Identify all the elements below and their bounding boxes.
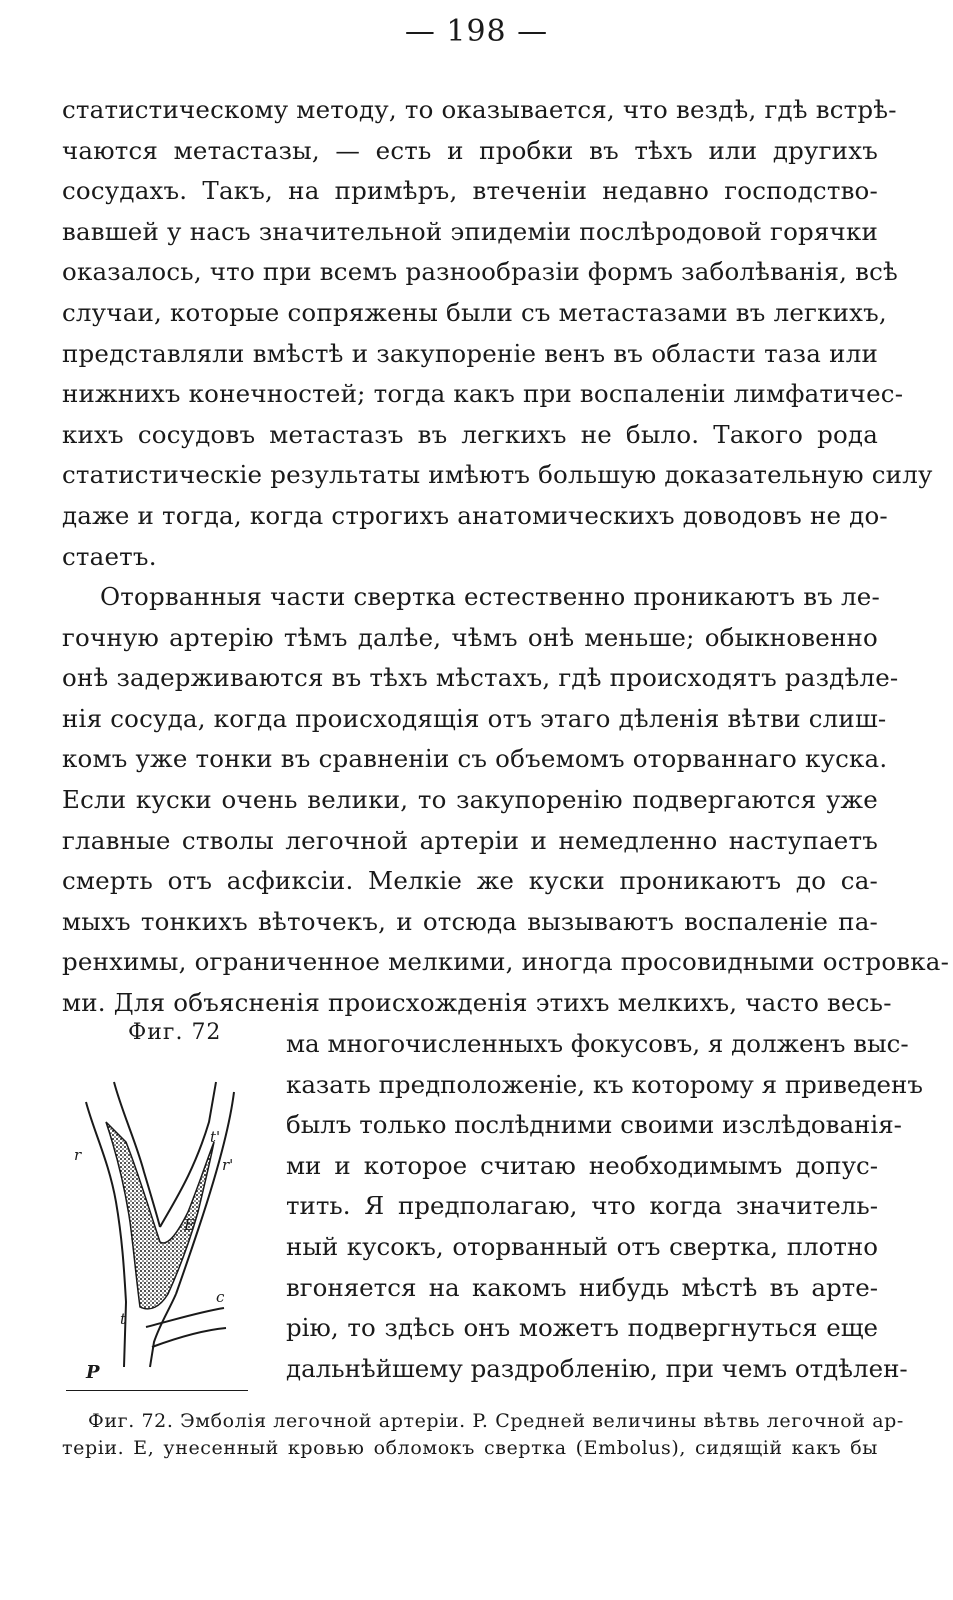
- text-line: мыхъ тонкихъ вѣточекъ, и отсюда вызываютъ воспаленіе па-: [62, 906, 878, 936]
- text-line: стаетъ.: [62, 541, 157, 571]
- text-line: рію, то здѣсь онъ можетъ подвергнуться еще: [286, 1313, 878, 1343]
- text-line: ми. Для объясненія происхожденія этихъ мелкихъ, часто весь-: [62, 987, 892, 1017]
- text-line: Оторванныя части свертка естественно проникаютъ въ ле-: [100, 582, 880, 611]
- figure-letter-c: c: [216, 1288, 225, 1306]
- paragraph-1: [62, 90, 933, 577]
- footnote-divider: [66, 1390, 248, 1391]
- text-line: оказалось, что при всемъ разнообразіи формъ заболѣванія, всѣ: [62, 257, 899, 287]
- embolus-clot: [106, 1122, 214, 1309]
- figure-letter-e: E: [184, 1216, 195, 1234]
- text-line: нія сосуда, когда происходящія отъ этаго дѣленія вѣтви слиш-: [62, 703, 887, 733]
- text-line: вгоняется на какомъ нибудь мѣстѣ въ арте-: [286, 1272, 878, 1302]
- page-number: — 198 —: [404, 14, 549, 49]
- text-line: чаются метастазы, — есть и пробки въ тѣхъ или другихъ: [62, 135, 878, 165]
- text-line: смерть отъ асфиксіи. Мелкіе же куски проникаютъ до са-: [62, 866, 878, 896]
- text-line: случаи, которые сопряжены были съ метастазами въ легкихъ,: [62, 297, 887, 327]
- figure-label: Фиг. 72: [128, 1020, 222, 1045]
- text-line: онѣ задерживаются въ тѣхъ мѣстахъ, гдѣ происходятъ раздѣле-: [62, 663, 899, 693]
- figure-letter-p: P: [86, 1362, 100, 1383]
- text-line: даже и тогда, когда строгихъ анатомическихъ доводовъ не до-: [62, 500, 888, 530]
- vessel-outline: [146, 1308, 224, 1327]
- text-line: ма многочисленныхъ фокусовъ, я долженъ выс-: [286, 1029, 909, 1058]
- caption-line: теріи. E, унесенный кровью обломокъ свертка (Embolus), сидящій какъ бы: [62, 1437, 878, 1459]
- text-line: былъ только послѣдними своими изслѣдованія-: [286, 1110, 902, 1140]
- figure-letter-r: r: [74, 1146, 82, 1164]
- paragraph-2: [62, 577, 950, 1024]
- vessel-outline: [176, 1092, 234, 1294]
- figure-wrapped-text: [286, 1024, 923, 1389]
- text-line: статистическіе результаты имѣютъ большую доказательную силу: [62, 460, 933, 490]
- vessel-outline: [160, 1082, 216, 1227]
- text-line: сосудахъ. Такъ, на примѣръ, втеченіи недавно господство-: [62, 176, 878, 206]
- text-line: кихъ сосудовъ метастазъ въ легкихъ не было. Такого рода: [62, 419, 878, 449]
- text-line: Если куски очень велики, то закупоренію подвергаются уже: [62, 784, 878, 814]
- text-line: гочную артерію тѣмъ далѣе, чѣмъ онѣ меньше; обыкновенно: [62, 622, 878, 652]
- figure-letter-r-prime: r': [222, 1156, 234, 1174]
- text-line: тить. Я предполагаю, что когда значитель-: [286, 1191, 878, 1221]
- text-line: статистическому методу, то оказывается, что вездѣ, гдѣ встрѣ-: [62, 95, 897, 124]
- figure-letter-t: t: [120, 1310, 127, 1328]
- text-line: дальнѣйшему раздробленію, при чемъ отдѣлен-: [286, 1353, 908, 1383]
- text-line: главные стволы легочной артеріи и немедленно наступаетъ: [62, 825, 878, 855]
- text-line: ми и которое считаю необходимымъ допус-: [286, 1150, 878, 1180]
- figure-caption: [62, 1408, 904, 1462]
- figure-letter-t-prime: t': [210, 1128, 221, 1146]
- text-line: комъ уже тонки въ сравненіи съ объемомъ оторваннаго куска.: [62, 744, 888, 774]
- text-line: вавшей у насъ значительной эпидеміи послѣродовой горячки: [62, 216, 878, 246]
- text-line: нижнихъ конечностей; тогда какъ при воспаленіи лимфатичес-: [62, 379, 904, 409]
- figure-72-illustration: [64, 1062, 254, 1387]
- text-line: ренхимы, ограниченное мелкими, иногда просовидными островка-: [62, 947, 950, 977]
- text-line: ный кусокъ, оторванный отъ свертка, плотно: [286, 1231, 878, 1261]
- text-line: казать предположеніе, къ которому я приведенъ: [286, 1069, 923, 1099]
- vessel-outline: [152, 1328, 226, 1347]
- caption-line: Фиг. 72. Эмболія легочной артеріи. P. Средней величины вѣтвь легочной ар-: [88, 1410, 904, 1432]
- text-line: представляли вмѣстѣ и закупореніе венъ въ области таза или: [62, 338, 878, 368]
